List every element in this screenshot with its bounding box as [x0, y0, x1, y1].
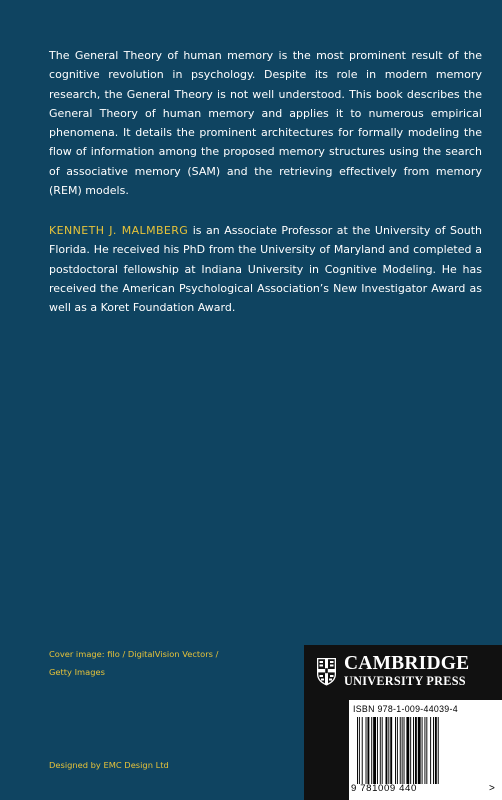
barcode-bar — [373, 717, 376, 784]
barcode-bar — [390, 717, 392, 784]
barcode-bar — [406, 717, 409, 784]
barcode-bar — [386, 717, 388, 784]
cambridge-shield-icon — [316, 657, 337, 686]
author-bio — [49, 221, 482, 317]
barcode-bar — [366, 717, 367, 784]
barcode-bar — [397, 717, 398, 784]
barcode-bar — [359, 717, 360, 784]
publisher-panel — [304, 645, 502, 800]
isbn-label: ISBN 978-1-009-44039-4 — [353, 704, 458, 714]
book-description: The General Theory of human memory is the most prominent result of the cognitive revolution in psychology. Despite its role in modern memory research, the General Theory is not well understood. This book describes the General Theory of human memory and applies it to numerous empirical phenomena. It details the prominent architectures for formally modeling the flow of information among the proposed memory structures using the search of associative memory (SAM) and the retrieving effectively from memory (REM) models. — [49, 49, 482, 198]
barcode — [349, 700, 502, 800]
barcode-bar — [438, 717, 439, 784]
barcode-arrow: > — [489, 783, 495, 794]
barcode-bar — [410, 717, 411, 784]
barcode-bar — [422, 717, 423, 784]
barcode-bar — [415, 717, 417, 784]
barcode-bar — [402, 717, 403, 784]
barcode-bar — [380, 717, 381, 784]
barcode-bar — [426, 717, 427, 784]
author-name: KENNETH J. MALMBERG — [49, 224, 189, 237]
barcode-bar — [362, 717, 363, 784]
barcode-bar — [371, 717, 372, 784]
barcode-bar — [418, 717, 421, 784]
barcode-bar — [424, 717, 425, 784]
barcode-bar — [404, 717, 405, 784]
barcode-bar — [377, 717, 378, 784]
barcode-bar — [395, 717, 396, 784]
barcode-bar — [388, 717, 389, 784]
cover-credit-line-1: Cover image: filo / DigitalVision Vectors / — [49, 649, 219, 659]
barcode-bar — [357, 717, 358, 784]
cover-credit-line-2: Getty Images — [49, 667, 105, 677]
barcode-bar — [413, 717, 414, 784]
barcode-bar — [367, 717, 369, 784]
designer-credit: Designed by EMC Design Ltd — [49, 760, 169, 770]
barcode-digits: 9 781009 440 — [351, 783, 417, 794]
barcode-bar — [435, 717, 437, 784]
cover-image-credit — [49, 645, 289, 681]
author-bio-text: is an Associate Professor at the University of South Florida. He received his PhD from the University of Maryland and completed a postdoctoral fellowship at Indiana University in Cognitive Modeling. He has received the American Psychological Association’s New Investigator Award as well as a Koret Foundation Award. — [49, 224, 482, 315]
publisher-name: CAMBRIDGE — [344, 653, 470, 674]
publisher-press: UNIVERSITY PRESS — [344, 674, 466, 688]
barcode-bar — [400, 717, 401, 784]
barcode-bar — [430, 717, 431, 784]
barcode-bar — [433, 717, 434, 784]
barcode-bar — [382, 717, 383, 784]
barcode-bars — [357, 717, 477, 784]
